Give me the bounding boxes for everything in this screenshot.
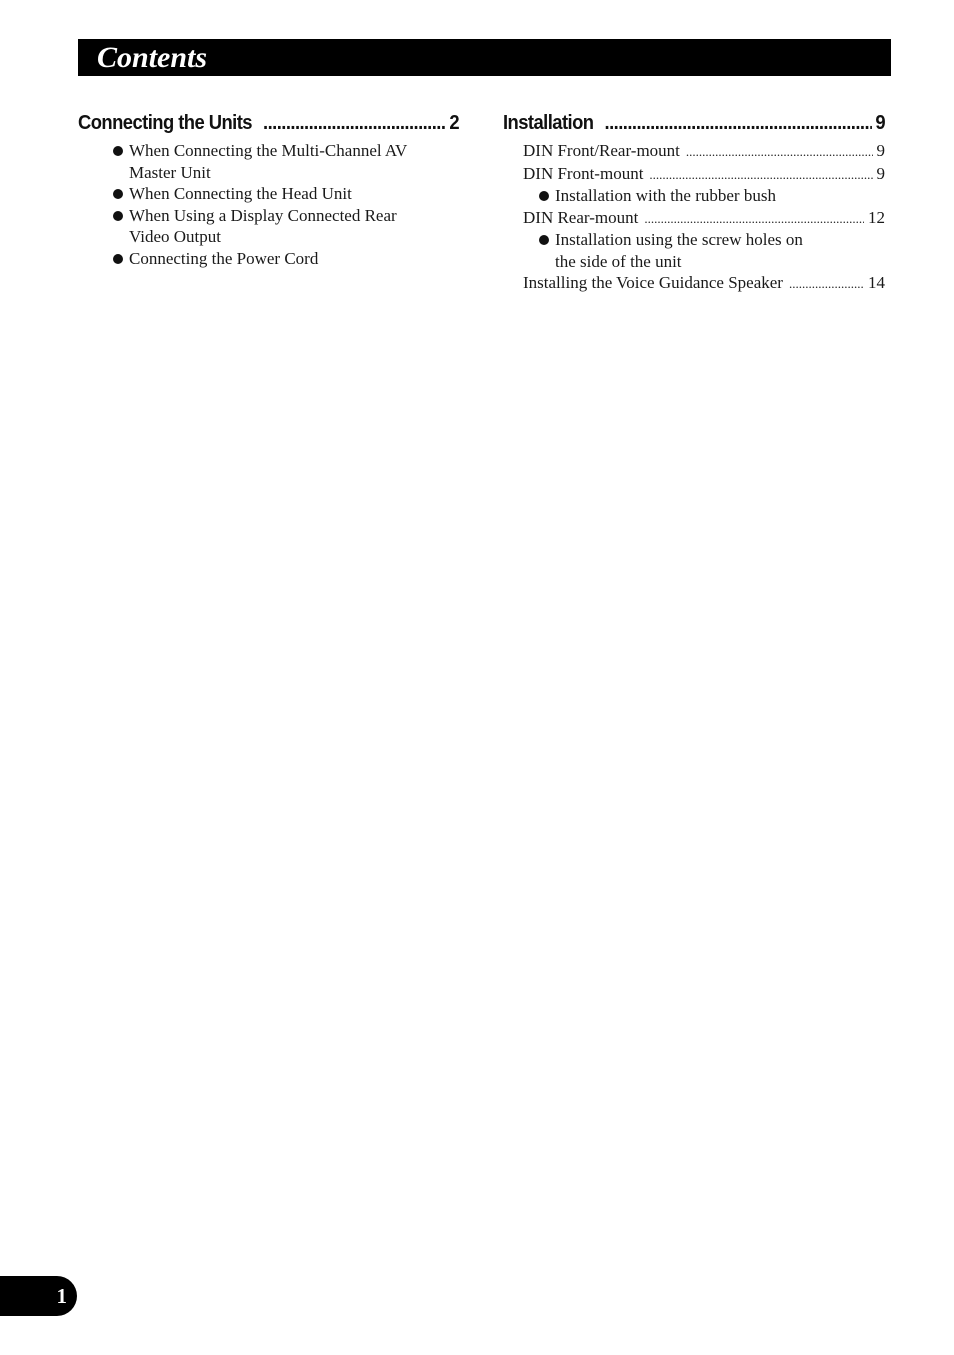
toc-heading-connecting[interactable] (78, 112, 459, 138)
toc-heading-text: Installation (503, 112, 594, 134)
bullet-icon (113, 189, 123, 199)
bullet-line: When Connecting the Multi-Channel AV (129, 141, 408, 160)
toc-entry-din-front[interactable] (503, 163, 885, 186)
dot-leader (686, 141, 873, 163)
bullet-icon (113, 146, 123, 156)
toc-bullet-item[interactable] (78, 248, 449, 270)
toc-entry-text: DIN Rear-mount (523, 207, 639, 227)
toc-bullet-item[interactable] (78, 140, 449, 183)
toc-entry-page: 12 (868, 207, 885, 227)
bullet-icon (113, 211, 123, 221)
bullet-line: When Connecting the Head Unit (129, 184, 352, 203)
title-bar (78, 39, 891, 76)
toc-entry-text: DIN Front/Rear-mount (523, 141, 680, 160)
dot-leader (644, 208, 864, 230)
page-number-tab (0, 1276, 77, 1316)
bullet-line: When Using a Display Connected Rear (129, 205, 397, 225)
bullet-icon (113, 254, 123, 264)
bullet-line: Master Unit (129, 162, 211, 182)
bullet-icon (539, 191, 549, 201)
toc-heading-page: 2 (449, 112, 460, 134)
bullet-line: Installation using the screw holes on (555, 230, 803, 249)
dot-leader (605, 112, 872, 135)
toc-bullet-item[interactable] (503, 229, 855, 272)
toc-entry-text: Installing the Voice Guidance Speaker (523, 273, 783, 292)
toc-bullet-item[interactable] (503, 185, 855, 207)
toc-entry-voice-speaker[interactable] (503, 272, 885, 295)
toc-entry-page: 9 (876, 141, 885, 160)
bullet-line: the side of the unit (555, 251, 682, 271)
toc-entry-page: 9 (876, 163, 885, 183)
dot-leader (649, 164, 872, 186)
dot-leader (789, 273, 864, 295)
bullet-line: Connecting the Power Cord (129, 248, 319, 268)
toc-column-right (503, 112, 885, 295)
toc-bullet-item[interactable] (78, 205, 449, 248)
toc-entry-text: DIN Front-mount (523, 163, 644, 183)
toc-entry-din-rear[interactable] (503, 207, 885, 230)
toc-entry-page: 14 (868, 273, 885, 292)
page-number: 1 (56, 1284, 67, 1308)
bullet-icon (539, 235, 549, 245)
toc-heading-page: 9 (875, 112, 886, 134)
toc-subitems (503, 140, 885, 295)
toc-subitems (78, 140, 459, 269)
toc-heading-installation[interactable] (503, 112, 885, 138)
bullet-line: Video Output (129, 227, 221, 246)
bullet-line: Installation with the rubber bush (555, 186, 776, 205)
toc-entry-din-front-rear[interactable] (503, 140, 885, 163)
page-title: Contents (97, 41, 208, 74)
toc-bullet-item[interactable] (78, 183, 449, 205)
toc-column-left (78, 112, 459, 269)
toc-heading-text: Connecting the Units (78, 112, 252, 134)
dot-leader (263, 112, 446, 135)
